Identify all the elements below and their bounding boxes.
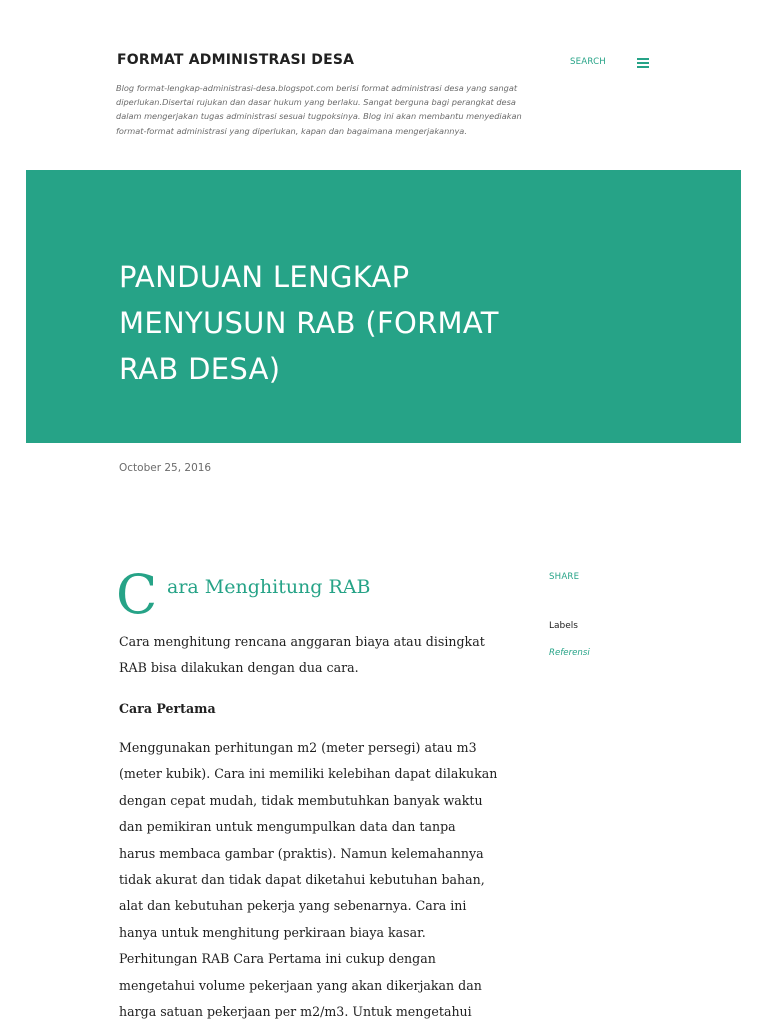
paragraph-line: Cara menghitung rencana anggaran biaya atau disingkat [119,634,485,649]
paragraph-line: harga satuan pekerjaan per m2/m3. Untuk mengetahui [119,1004,472,1020]
paragraph-line: dengan cepat mudah, tidak membutuhkan banyak waktu [119,792,483,808]
post-date[interactable]: October 25, 2016 [119,462,212,474]
paragraph-line: tidak akurat dan tidak dapat diketahui kebutuhan bahan, [119,872,485,888]
post-body-paragraph [119,735,498,1024]
hamburger-menu-icon[interactable] [637,58,649,68]
paragraph-line: RAB bisa dilakukan dengan dua cara. [119,660,359,676]
label-link-referensi[interactable]: Referensi [549,648,590,658]
subsection-heading: Cara Pertama [119,701,216,716]
paragraph-line: harus membaca gambar (praktis). Namun kelemahannya [119,845,484,861]
paragraph-line: alat dan kebutuhan pekerja yang sebenarnya. Cara ini [119,898,467,914]
post-hero-banner [26,170,741,443]
drop-cap-letter: C [116,563,158,626]
paragraph-line: Menggunakan perhitungan m2 (meter persegi) atau m3 [119,740,477,755]
paragraph-line: (meter kubik). Cara ini memiliki kelebihan dapat dilakukan [119,766,498,782]
labels-heading: Labels [549,621,578,631]
share-button[interactable]: SHARE [549,572,580,582]
paragraph-line: dan pemikiran untuk mengumpulkan data dan tanpa [119,819,456,835]
search-button[interactable]: SEARCH [570,57,606,67]
site-description: Blog format-lengkap-administrasi-desa.blogspot.com berisi format administrasi desa yang sangat diperlukan.Disertai rujukan dan dasar hukum yang berlaku. Sangat berguna bagi perangkat desa dalam mengerjakan tugas administrasi sesuai tugpoksinya. Blog ini akan membantu menyediakan format-format administrasi yang diperlukan, kapan dan bagaimana mengerjakannya. [116,83,522,136]
paragraph-line: Perhitungan RAB Cara Pertama ini cukup dengan [119,951,436,967]
post-intro-paragraph [119,629,489,682]
post-section-heading: ara Menghitung RAB [167,576,371,598]
paragraph-line: hanya untuk menghitung perkiraan biaya kasar. [119,924,426,940]
site-title[interactable]: FORMAT ADMINISTRASI DESA [117,52,355,68]
paragraph-line: mengetahui volume pekerjaan yang akan dikerjakan dan [119,977,482,993]
post-title: PANDUAN LENGKAP MENYUSUN RAB (FORMAT RAB DESA) [119,260,499,386]
